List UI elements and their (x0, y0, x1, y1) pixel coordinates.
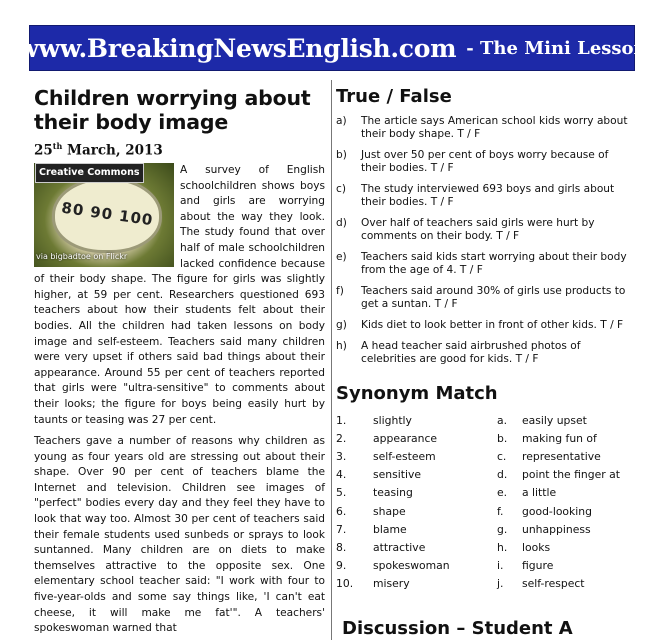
exercise-column (336, 86, 636, 593)
true-false-item (336, 251, 636, 277)
match-word: figure (522, 559, 554, 573)
match-word: a little (522, 486, 557, 500)
match-word: self-respect (522, 577, 585, 591)
word-number: 1. (336, 413, 347, 427)
column-divider (331, 80, 332, 640)
match-word: looks (522, 540, 551, 554)
word-number: 7. (336, 522, 347, 536)
item-letter: e) (336, 251, 347, 263)
match-letter: h. (497, 540, 508, 554)
match-word: unhappiness (522, 522, 591, 536)
word: blame (373, 522, 407, 536)
banner-tagline: - The Mini Lesson (466, 37, 647, 59)
item-letter: a) (336, 115, 347, 127)
article-column (34, 86, 325, 643)
true-false-list (336, 115, 636, 366)
word: shape (373, 504, 406, 518)
date-suffix: th (52, 141, 63, 151)
word-number: 9. (336, 559, 347, 573)
word-number: 4. (336, 468, 347, 482)
true-false-item (336, 340, 636, 366)
item-text: Over half of teachers said girls were hurt by comments on their body. T / F (361, 217, 595, 242)
item-text: Teachers said kids start worrying about their body from the age of 4. T / F (361, 251, 627, 276)
synonym-row (336, 484, 636, 502)
discussion-title: Discussion – Student A (342, 618, 573, 639)
synonym-match-title: Synonym Match (336, 383, 498, 404)
match-letter: b. (497, 431, 508, 445)
item-text: The article says American school kids worry about their body shape. T / F (361, 115, 628, 140)
site-name[interactable]: www.BreakingNewsEnglish.com (17, 33, 457, 63)
article-body (34, 163, 325, 637)
match-letter: i. (497, 559, 504, 573)
item-text: Teachers said around 30% of girls use products to get a suntan. T / F (361, 285, 626, 310)
match-letter: f. (497, 504, 504, 518)
true-false-item (336, 149, 636, 175)
word: appearance (373, 431, 438, 445)
match-word: good-looking (522, 504, 592, 518)
true-false-item (336, 285, 636, 311)
match-word: easily upset (522, 413, 587, 427)
creative-commons-badge: Creative Commons (35, 163, 144, 183)
article-date (34, 141, 325, 163)
scale-numbers: 80 90 100 (60, 198, 155, 230)
synonym-row (336, 502, 636, 520)
true-false-title: True / False (336, 86, 452, 107)
word-number: 3. (336, 449, 347, 463)
item-letter: h) (336, 340, 347, 352)
match-word: point the finger at (522, 468, 620, 482)
photo-credit: via bigbadtoe on Flickr (36, 252, 128, 262)
word-number: 6. (336, 504, 347, 518)
synonym-row (336, 520, 636, 538)
synonym-row (336, 575, 636, 593)
item-text: The study interviewed 693 boys and girls about their bodies. T / F (361, 183, 615, 208)
synonym-row (336, 538, 636, 556)
synonym-row (336, 411, 636, 429)
word: misery (373, 577, 410, 591)
word: attractive (373, 540, 426, 554)
true-false-item (336, 183, 636, 209)
site-banner (17, 25, 647, 71)
match-letter: g. (497, 522, 508, 536)
word: spokeswoman (373, 559, 450, 573)
item-text: A head teacher said airbrushed photos of celebrities are good for kids. T / F (361, 340, 581, 365)
match-letter: a. (497, 413, 508, 427)
synonym-table (336, 411, 636, 593)
article-paragraph: A survey of English schoolchildren shows boys and girls are worrying about the way they look. The study found that over half of male schoolchildren lacked confidence because of their body shape. The figure for girls was slightly higher, at 59 per cent. Researchers questioned 693 teachers about how their students felt about their bodies. All the children had taken lessons on body image and self-esteem. Teachers said many children were very upset if others said bad things about their appearance. Around 55 per cent of teachers reported that girls were "ultra-sensitive" to comments about their looks; the figure for boys being easily hurt by taunts or teasing was 27 per cent. (34, 164, 325, 426)
date-day: 25 (34, 142, 53, 159)
word: self-esteem (373, 449, 436, 463)
match-word: making fun of (522, 431, 597, 445)
match-letter: c. (497, 449, 507, 463)
word-number: 2. (336, 431, 347, 445)
true-false-item (336, 319, 636, 332)
synonym-row (336, 466, 636, 484)
item-letter: f) (336, 285, 344, 297)
article-headline: Children worrying about their body image (34, 86, 311, 134)
item-text: Kids diet to look better in front of other kids. T / F (361, 319, 624, 331)
word-number: 5. (336, 486, 347, 500)
word: sensitive (373, 468, 422, 482)
true-false-item (336, 217, 636, 243)
item-letter: b) (336, 149, 347, 161)
synonym-row (336, 447, 636, 465)
word: teasing (373, 486, 413, 500)
true-false-item (336, 115, 636, 141)
synonym-row (336, 429, 636, 447)
word-number: 10. (336, 577, 354, 591)
article-paragraph: Teachers gave a number of reasons why children as young as four years old are stressing out about their shape. Over 90 per cent of teachers blame the Internet and television. Children see images of "perfect" bodies every day and they feel they have to look that way too. Almost 30 per cent of teachers said their female students used sunbeds or sprays to look suntanned. Many children are on diets to make themselves attractive to the opposite sex. One elementary school teacher said: "I work with four to five-year-olds and some say things like, 'I can't eat cheese, it will make me fat'". A teachers' spokeswoman warned that (34, 435, 325, 635)
word-number: 8. (336, 540, 347, 554)
item-letter: c) (336, 183, 346, 195)
item-letter: g) (336, 319, 347, 331)
word: slightly (373, 413, 412, 427)
synonym-row (336, 557, 636, 575)
date-rest: March, 2013 (62, 142, 163, 159)
scale-dial (52, 177, 162, 253)
match-letter: e. (497, 486, 508, 500)
item-letter: d) (336, 217, 347, 229)
item-text: Just over 50 per cent of boys worry because of their bodies. T / F (361, 149, 609, 174)
match-letter: j. (497, 577, 504, 591)
match-letter: d. (497, 468, 508, 482)
match-word: representative (522, 449, 601, 463)
article-photo (34, 163, 174, 267)
